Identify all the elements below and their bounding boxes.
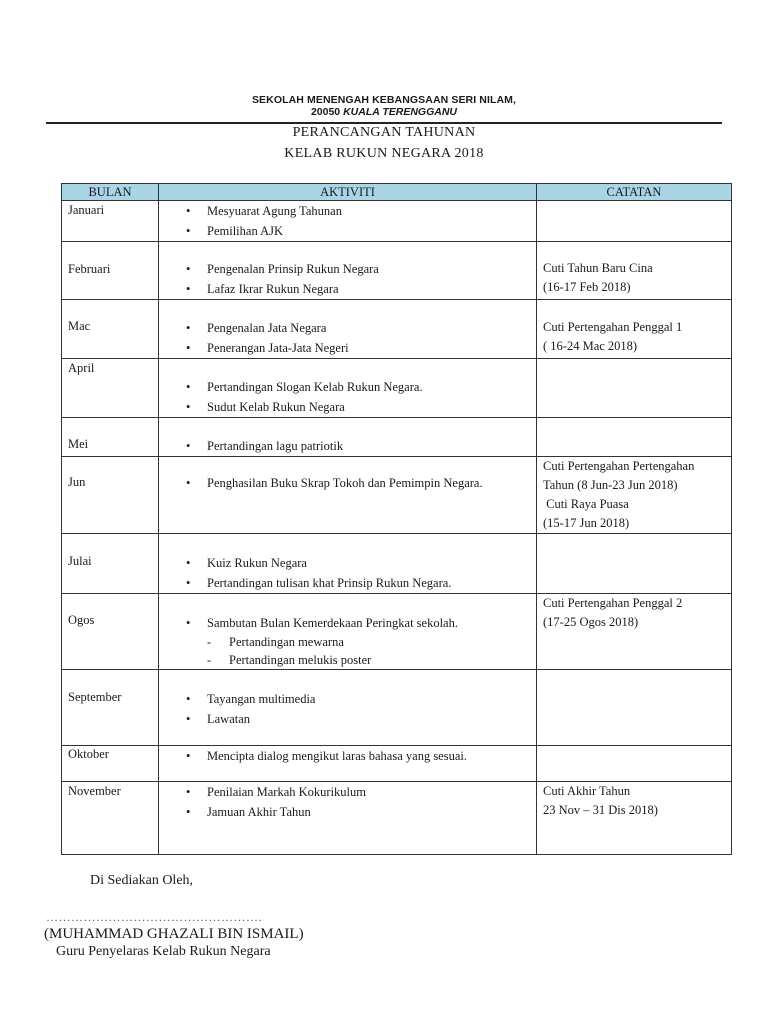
activity-item	[159, 553, 536, 573]
table-row	[62, 670, 732, 746]
activity-item	[159, 279, 536, 299]
activity-item	[159, 201, 536, 221]
activities-cell	[159, 594, 537, 670]
notes-cell	[537, 242, 732, 300]
activity-item	[159, 613, 536, 633]
notes-block	[543, 594, 731, 632]
month-cell	[62, 242, 159, 300]
month-label: November	[68, 784, 121, 798]
activity-text: Lafaz Ikrar Rukun Negara	[207, 282, 339, 296]
activity-item	[159, 802, 536, 822]
sub-activity-item	[159, 651, 536, 669]
note-line: (17-25 Ogos 2018)	[543, 615, 639, 629]
bullet-icon: •	[186, 712, 191, 726]
note-line: Cuti Tahun Baru Cina	[543, 261, 653, 275]
notes-block	[543, 782, 731, 820]
table-row	[62, 457, 732, 534]
activity-text: Sudut Kelab Rukun Negara	[207, 400, 345, 414]
activity-text: Pemilihan AJK	[207, 224, 284, 238]
activity-text: Mencipta dialog mengikut laras bahasa yang sesuai.	[207, 749, 467, 763]
notes-cell	[537, 670, 732, 746]
month-cell	[62, 300, 159, 359]
activities-cell	[159, 300, 537, 359]
activity-item	[159, 782, 536, 802]
school-address	[0, 106, 768, 118]
activity-list	[159, 359, 536, 417]
activities-cell	[159, 418, 537, 457]
activity-text: Mesyuarat Agung Tahunan	[207, 204, 342, 218]
signatory-name: (MUHAMMAD GHAZALI BIN ISMAIL)	[44, 926, 304, 942]
month-label: Ogos	[68, 613, 95, 627]
table-row	[62, 242, 732, 300]
activity-item	[159, 338, 536, 358]
column-header-bulan: BULAN	[62, 184, 159, 201]
month-label: Februari	[68, 262, 111, 276]
bullet-icon: •	[186, 556, 191, 570]
activity-item	[159, 377, 536, 397]
postcode: 20050	[310, 106, 341, 118]
notes-cell	[537, 534, 732, 594]
dash-icon: -	[207, 635, 212, 649]
note-line: Cuti Pertengahan Pertengahan	[543, 459, 695, 473]
activity-text: Kuiz Rukun Negara	[207, 556, 307, 570]
activity-text: Lawatan	[207, 712, 251, 726]
month-cell	[62, 201, 159, 242]
bullet-icon: •	[186, 341, 191, 355]
notes-block	[543, 457, 731, 533]
month-cell	[62, 457, 159, 534]
school-name: SEKOLAH MENENGAH KEBANGSAAN SERI NILAM,	[251, 94, 517, 106]
notes-cell	[537, 201, 732, 242]
activity-item	[159, 746, 536, 766]
note-line: (16-17 Feb 2018)	[543, 280, 631, 294]
activity-item	[159, 318, 536, 338]
activity-text: Jamuan Akhir Tahun	[207, 805, 311, 819]
column-header-catatan: CATATAN	[537, 184, 732, 201]
notes-cell	[537, 300, 732, 359]
table-row	[62, 201, 732, 242]
table-row	[62, 782, 732, 855]
activity-list	[159, 201, 536, 241]
bullet-icon: •	[186, 262, 191, 276]
month-label: Mac	[68, 319, 91, 333]
note-line: Tahun (8 Jun-23 Jun 2018)	[543, 478, 678, 492]
month-cell	[62, 418, 159, 457]
bullet-icon: •	[186, 282, 191, 296]
activity-item	[159, 397, 536, 417]
bullet-icon: •	[186, 476, 191, 490]
activity-text: Sambutan Bulan Kemerdekaan Peringkat sekolah.	[207, 616, 458, 630]
document-subtitle: KELAB RUKUN NEGARA 2018	[284, 146, 484, 161]
bullet-icon: •	[186, 576, 191, 590]
note-line: Cuti Raya Puasa	[543, 497, 629, 511]
table-row	[62, 359, 732, 418]
activity-list	[159, 782, 536, 822]
table-row	[62, 594, 732, 670]
activity-text: Penilaian Markah Kokurikulum	[207, 785, 366, 799]
activity-item	[159, 436, 536, 456]
bullet-icon: •	[186, 400, 191, 414]
activities-cell	[159, 534, 537, 594]
note-line: Cuti Pertengahan Penggal 1	[543, 320, 683, 334]
month-cell	[62, 359, 159, 418]
notes-cell	[537, 359, 732, 418]
activity-list	[159, 670, 536, 729]
month-label: April	[68, 361, 95, 375]
table-row	[62, 418, 732, 457]
table-row	[62, 746, 732, 782]
plan-table	[61, 183, 732, 855]
activity-item	[159, 573, 536, 593]
activity-text: Penerangan Jata-Jata Negeri	[207, 341, 349, 355]
note-line: (15-17 Jun 2018)	[543, 516, 630, 530]
note-line: Cuti Akhir Tahun	[543, 784, 631, 798]
month-cell	[62, 534, 159, 594]
activity-text: Pertandingan lagu patriotik	[207, 439, 344, 453]
signature-line: …………………………………………….	[46, 910, 262, 924]
activities-cell	[159, 457, 537, 534]
activity-text: Pertandingan tulisan khat Prinsip Rukun Negara.	[207, 576, 452, 590]
bullet-icon: •	[186, 749, 191, 763]
activity-item	[159, 221, 536, 241]
activity-item	[159, 473, 536, 493]
activity-list	[159, 300, 536, 358]
note-line: ( 16-24 Mac 2018)	[543, 339, 638, 353]
document-title: PERANCANGAN TAHUNAN	[292, 125, 476, 140]
bullet-icon: •	[186, 439, 191, 453]
notes-cell	[537, 782, 732, 855]
bullet-icon: •	[186, 380, 191, 394]
activity-text: Pengenalan Jata Negara	[207, 321, 327, 335]
month-label: Januari	[68, 203, 105, 217]
activity-list	[159, 534, 536, 593]
month-cell	[62, 746, 159, 782]
table-header-row	[62, 184, 732, 201]
activity-item	[159, 689, 536, 709]
table-row	[62, 300, 732, 359]
notes-cell	[537, 746, 732, 782]
notes-block	[543, 300, 731, 356]
header-divider	[46, 122, 722, 124]
month-label: Oktober	[68, 747, 109, 761]
activity-text: Pengenalan Prinsip Rukun Negara	[207, 262, 379, 276]
sub-activity-text: Pertandingan mewarna	[229, 635, 344, 649]
note-line: 23 Nov – 31 Dis 2018)	[543, 803, 658, 817]
bullet-icon: •	[186, 785, 191, 799]
city: KUALA TERENGGANU	[343, 106, 458, 118]
column-header-aktiviti: AKTIVITI	[159, 184, 537, 201]
bullet-icon: •	[186, 321, 191, 335]
activities-cell	[159, 201, 537, 242]
bullet-icon: •	[186, 692, 191, 706]
activity-item	[159, 709, 536, 729]
notes-cell	[537, 457, 732, 534]
bullet-icon: •	[186, 204, 191, 218]
activity-list	[159, 457, 536, 493]
activity-text: Penghasilan Buku Skrap Tokoh dan Pemimpin Negara.	[207, 476, 483, 490]
dash-icon: -	[207, 653, 212, 667]
prepared-by-label: Di Sediakan Oleh,	[90, 873, 194, 888]
month-label: Julai	[68, 554, 92, 568]
activity-list	[159, 242, 536, 299]
notes-cell	[537, 594, 732, 670]
month-cell	[62, 670, 159, 746]
activity-list	[159, 746, 536, 766]
month-label: Mei	[68, 437, 89, 451]
activities-cell	[159, 746, 537, 782]
activities-cell	[159, 782, 537, 855]
activity-list	[159, 594, 536, 633]
month-label: Jun	[68, 475, 86, 489]
month-cell	[62, 594, 159, 670]
activity-text: Tayangan multimedia	[207, 692, 316, 706]
notes-cell	[537, 418, 732, 457]
notes-block	[543, 242, 731, 297]
activities-cell	[159, 670, 537, 746]
sub-activity-text: Pertandingan melukis poster	[229, 653, 372, 667]
month-label: September	[68, 690, 122, 704]
bullet-icon: •	[186, 805, 191, 819]
activities-cell	[159, 359, 537, 418]
activity-text: Pertandingan Slogan Kelab Rukun Negara.	[207, 380, 423, 394]
bullet-icon: •	[186, 224, 191, 238]
activities-cell	[159, 242, 537, 300]
activity-list	[159, 418, 536, 456]
bullet-icon: •	[186, 616, 191, 630]
table-row	[62, 534, 732, 594]
note-line: Cuti Pertengahan Penggal 2	[543, 596, 683, 610]
month-cell	[62, 782, 159, 855]
signatory-role: Guru Penyelaras Kelab Rukun Negara	[56, 944, 271, 959]
sub-activity-item	[159, 633, 536, 651]
activity-item	[159, 259, 536, 279]
